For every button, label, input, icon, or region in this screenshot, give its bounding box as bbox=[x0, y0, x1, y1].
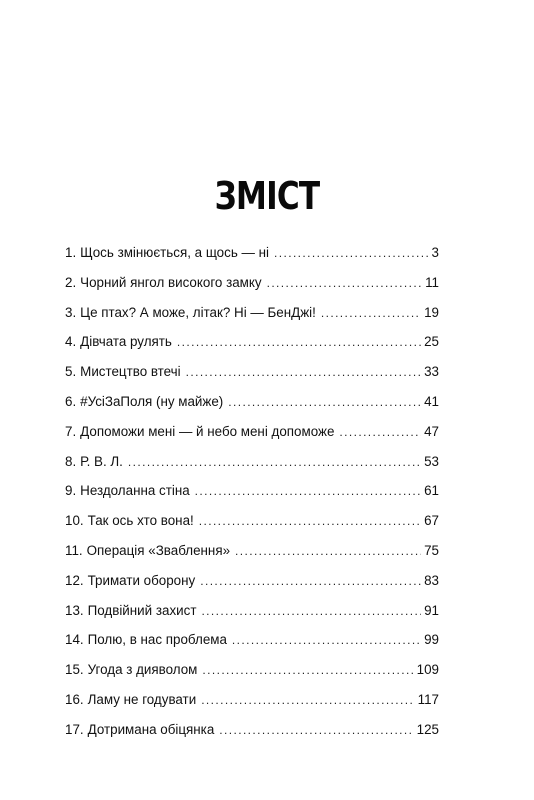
toc-entry-number: 10. bbox=[65, 513, 84, 529]
toc-entry bbox=[65, 632, 439, 662]
toc-entry-page: 117 bbox=[417, 691, 439, 707]
toc-entry-page: 109 bbox=[416, 662, 439, 678]
toc-entry-page: 83 bbox=[424, 572, 439, 588]
toc-entry-page: 75 bbox=[424, 542, 439, 558]
dot-leader bbox=[201, 604, 421, 618]
toc-entry bbox=[65, 305, 439, 335]
toc-entry-title: Це птах? А може, літак? Ні — БенДжі! bbox=[80, 304, 316, 320]
toc-entry bbox=[65, 543, 439, 573]
dot-leader bbox=[201, 693, 414, 707]
toc-entry bbox=[65, 483, 439, 513]
toc-entry-page: 47 bbox=[424, 423, 439, 439]
toc-entry-number: 16. bbox=[65, 691, 84, 707]
toc-entry bbox=[65, 334, 439, 364]
toc-entry-title: Так ось хто вона! bbox=[87, 513, 194, 529]
toc-entry-page: 67 bbox=[424, 513, 439, 529]
toc-entry-title: Полю, в нас проблема bbox=[87, 632, 227, 648]
dot-leader bbox=[267, 276, 423, 290]
toc-entry-number: 14. bbox=[65, 632, 84, 648]
toc-entry bbox=[65, 275, 439, 305]
dot-leader bbox=[339, 425, 421, 439]
toc-entry-title: #УсіЗаПоля (ну майже) bbox=[80, 393, 224, 409]
toc-entry-page: 3 bbox=[431, 245, 439, 260]
dot-leader bbox=[321, 306, 421, 320]
toc-entry-number: 2. bbox=[65, 274, 77, 290]
toc-entry-number: 11. bbox=[65, 542, 83, 558]
toc-entry-title: Дівчата рулять bbox=[80, 334, 172, 350]
toc-entry-number: 9. bbox=[65, 483, 77, 499]
toc-entry-title: Подвійний захист bbox=[87, 602, 197, 618]
dot-leader bbox=[232, 633, 421, 647]
toc-entry-number: 1. bbox=[65, 245, 77, 260]
toc-entry-number: 13. bbox=[65, 602, 84, 618]
toc-entry-page: 99 bbox=[424, 632, 439, 648]
toc-entry-page: 25 bbox=[424, 334, 439, 350]
toc-entry bbox=[65, 692, 439, 722]
dot-leader bbox=[128, 455, 421, 469]
toc-entry-title: Чорний янгол високого замку bbox=[80, 274, 262, 290]
toc-entry-number: 4. bbox=[65, 334, 77, 350]
toc-entry-title: Операція «Зваблення» bbox=[86, 542, 231, 558]
dot-leader bbox=[200, 574, 421, 588]
toc-entry-number: 6. bbox=[65, 393, 77, 409]
toc-entry bbox=[65, 454, 439, 484]
toc-entry-page: 53 bbox=[424, 453, 439, 469]
toc-entry-page: 11 bbox=[425, 274, 439, 290]
toc-entry-title: Р. В. Л. bbox=[80, 453, 123, 469]
toc-entry-page: 125 bbox=[416, 721, 439, 737]
dot-leader bbox=[228, 395, 421, 409]
toc-entry-title: Нездоланна стіна bbox=[80, 483, 190, 499]
toc-entry-number: 8. bbox=[65, 453, 77, 469]
toc-entry-title: Щось змінюється, а щось — ні bbox=[80, 245, 270, 260]
toc-entry-title: Допоможи мені — й небо мені допоможе bbox=[80, 423, 335, 439]
toc-entry bbox=[65, 394, 439, 424]
toc-entry-number: 7. bbox=[65, 423, 77, 439]
toc-entry-page: 33 bbox=[424, 364, 439, 380]
toc-entry-number: 5. bbox=[65, 364, 77, 380]
toc-entry-page: 91 bbox=[424, 602, 439, 618]
toc-entry-number: 17. bbox=[65, 721, 84, 737]
toc-entry-number: 12. bbox=[65, 572, 84, 588]
toc-entry-title: Угода з дияволом bbox=[87, 662, 198, 678]
dot-leader bbox=[235, 544, 421, 558]
toc-entry-page: 41 bbox=[424, 393, 439, 409]
toc-entry-number: 3. bbox=[65, 304, 77, 320]
toc-entry bbox=[65, 513, 439, 543]
page-title: ЗМІСТ bbox=[214, 174, 320, 218]
toc-entry bbox=[65, 364, 439, 394]
toc-entry bbox=[65, 662, 439, 692]
toc-entry bbox=[65, 603, 439, 633]
toc-entry-title: Мистецтво втечі bbox=[80, 364, 181, 380]
table-of-contents bbox=[65, 245, 439, 752]
toc-entry-number: 15. bbox=[65, 662, 84, 678]
toc-entry-page: 19 bbox=[424, 304, 439, 320]
toc-entry-title: Ламу не годувати bbox=[87, 691, 197, 707]
dot-leader bbox=[219, 723, 413, 737]
toc-entry-title: Дотримана обіцянка bbox=[87, 721, 215, 737]
toc-entry bbox=[65, 424, 439, 454]
dot-leader bbox=[195, 484, 421, 498]
dot-leader bbox=[177, 335, 421, 349]
toc-entry bbox=[65, 573, 439, 603]
dot-leader bbox=[186, 365, 421, 379]
toc-entry-page: 61 bbox=[424, 483, 439, 499]
toc-entry bbox=[65, 245, 439, 275]
dot-leader bbox=[199, 514, 421, 528]
toc-entry bbox=[65, 722, 439, 752]
dot-leader bbox=[274, 246, 429, 260]
dot-leader bbox=[202, 663, 413, 677]
toc-entry-title: Тримати оборону bbox=[87, 572, 196, 588]
